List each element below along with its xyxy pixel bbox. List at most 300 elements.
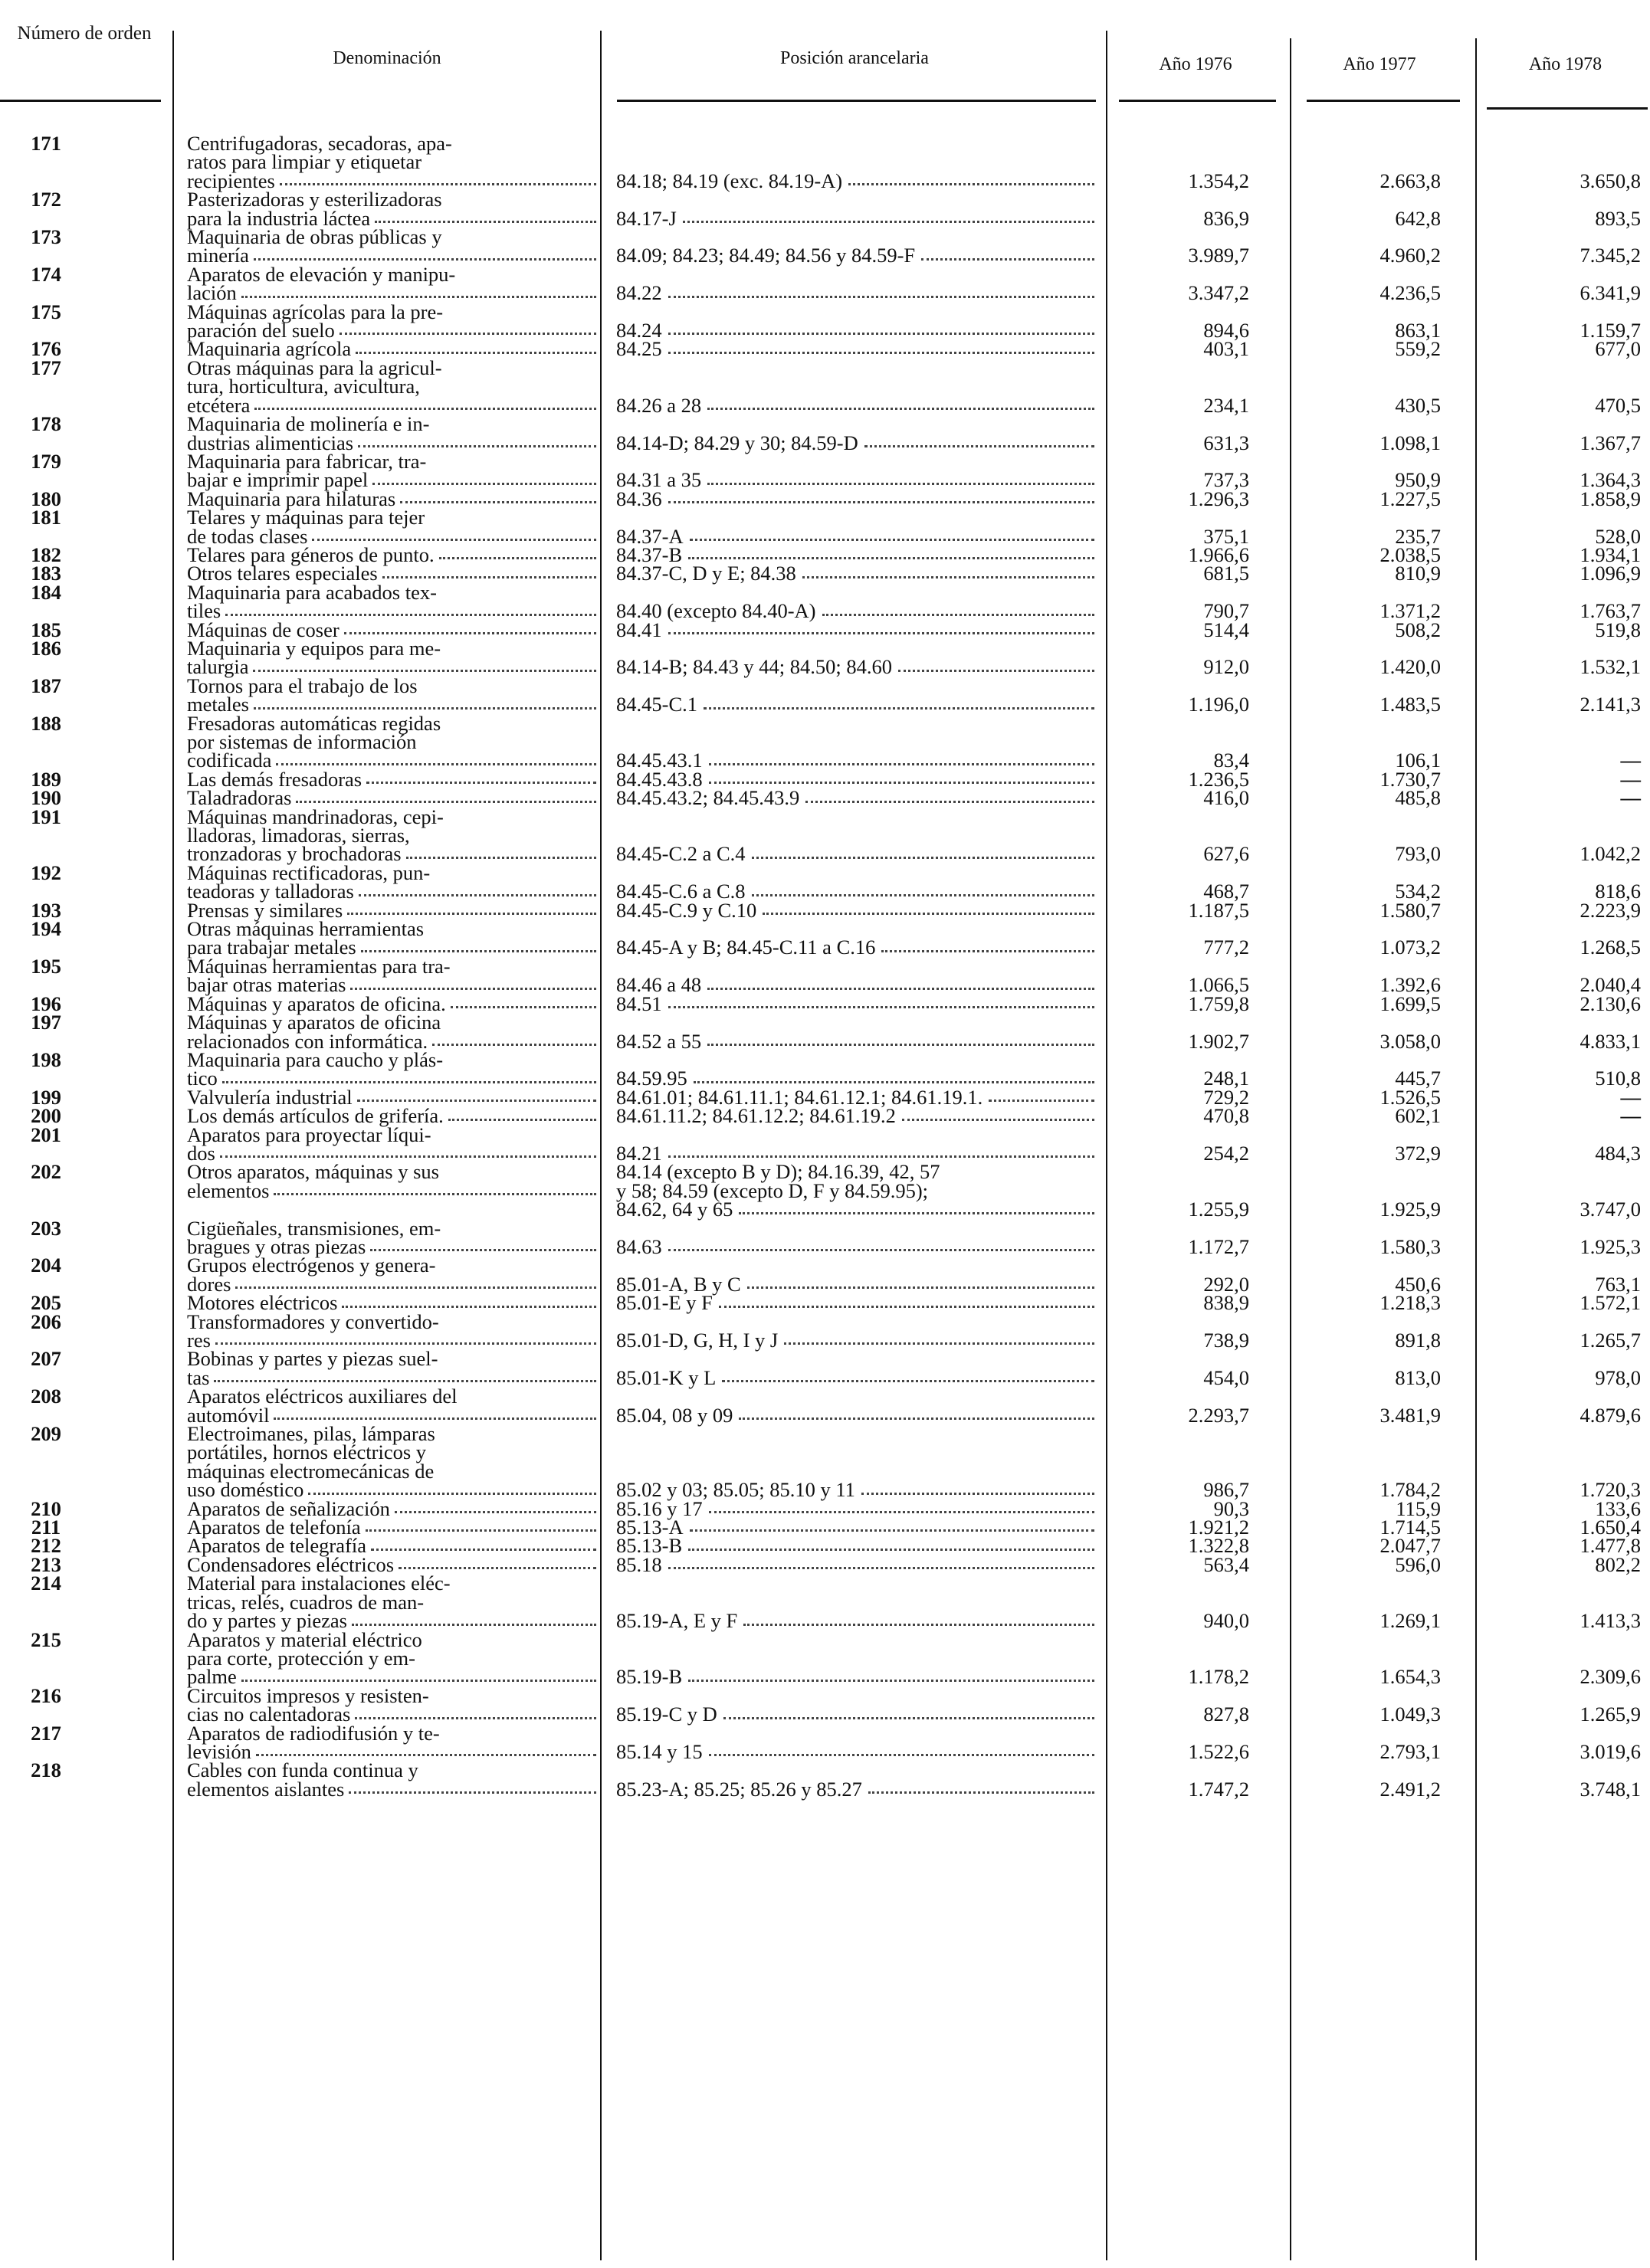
value-text: 3.650,8	[1579, 169, 1641, 192]
denominacion-text: de todas clases	[187, 524, 308, 548]
value-1976	[1104, 957, 1272, 995]
denominacion-text: por sistemas de información	[187, 730, 417, 753]
row-denominacion	[169, 1721, 605, 1763]
table-row	[0, 1011, 1650, 1053]
table-row	[0, 1683, 1650, 1726]
denominacion-text: Otras máquinas para la agricul-	[187, 356, 442, 379]
value-1977	[1272, 1574, 1464, 1633]
value-text: 3.989,7	[1188, 244, 1249, 267]
value-text: 863,1	[1395, 319, 1441, 342]
denominacion-text: Maquinaria para hilaturas	[187, 487, 396, 510]
denominacion-text: Fresadoras automáticas regidas	[187, 711, 441, 735]
value-1977	[1272, 583, 1464, 621]
denominacion-text: Las demás fresadoras	[187, 767, 362, 791]
posicion-text: 84.37-C, D y E; 84.38	[616, 562, 796, 585]
value-text: 4.960,2	[1379, 244, 1441, 267]
posicion-line	[616, 1739, 1094, 1763]
value-text: 1.187,5	[1188, 898, 1249, 922]
value-text: 729,2	[1203, 1085, 1249, 1109]
value-1976	[1104, 618, 1272, 641]
denominacion-line	[187, 1309, 596, 1333]
denominacion-text: Telares para géneros de punto.	[187, 542, 435, 566]
value-text: 1.371,2	[1379, 599, 1441, 623]
posicion-line	[616, 991, 1094, 1015]
value-1978	[1464, 1050, 1650, 1088]
denominacion-text: portátiles, hornos eléctricos y	[187, 1440, 427, 1464]
posicion-line	[616, 655, 1094, 679]
table-row	[0, 580, 1650, 623]
value-text: 1.096,9	[1579, 562, 1641, 585]
row-posicion	[605, 359, 1104, 415]
row-posicion	[605, 1313, 1104, 1350]
value-1976	[1104, 808, 1272, 864]
row-number: 197	[31, 1011, 61, 1034]
value-1978	[1464, 991, 1650, 1015]
table-row	[0, 1160, 1650, 1221]
denominacion-text: Grupos electrógenos y genera-	[187, 1254, 436, 1277]
value-text: 838,9	[1203, 1291, 1249, 1315]
value-text: —	[1620, 767, 1641, 791]
value-text: 1.227,5	[1379, 487, 1441, 510]
posicion-text: 84.61.01; 84.61.11.1; 84.61.12.1; 84.61.19.1.	[616, 1085, 983, 1109]
value-1977	[1272, 337, 1464, 361]
posicion-text: 85.23-A; 85.25; 85.26 y 85.27	[616, 1777, 862, 1801]
denominacion-text: tronzadoras y brochadoras	[187, 842, 402, 866]
value-1976	[1104, 1761, 1272, 1801]
value-text: 1.925,9	[1379, 1198, 1441, 1221]
value-text: 430,5	[1395, 393, 1441, 417]
table-row	[0, 1047, 1650, 1090]
denominacion-text: Pasterizadoras y esterilizadoras	[187, 188, 442, 211]
posicion-text: 84.40 (excepto 84.40-A)	[616, 599, 816, 623]
value-1977	[1272, 1724, 1464, 1762]
value-1977	[1272, 190, 1464, 228]
row-posicion	[605, 1013, 1104, 1053]
value-text: 793,0	[1395, 842, 1441, 866]
row-posicion	[605, 415, 1104, 452]
value-text: 1.477,8	[1579, 1534, 1641, 1558]
posicion-text: y 58; 84.59 (excepto D, F y 84.59.95);	[616, 1178, 929, 1202]
value-text: 83,4	[1213, 749, 1249, 772]
value-1976	[1104, 1256, 1272, 1296]
denominacion-line	[187, 1646, 596, 1670]
row-denominacion	[169, 919, 605, 957]
value-text: 2.491,2	[1379, 1777, 1441, 1801]
value-1977	[1272, 1050, 1464, 1088]
value-text: 1.572,1	[1579, 1291, 1641, 1315]
value-text: 1.532,1	[1579, 655, 1641, 679]
value-1977	[1272, 303, 1464, 340]
row-number: 202	[31, 1160, 61, 1184]
row-denominacion	[169, 954, 605, 997]
value-1976	[1104, 508, 1272, 546]
value-text: 1.268,5	[1579, 936, 1641, 959]
row-posicion	[605, 487, 1104, 510]
row-number: 178	[31, 412, 61, 436]
posicion-text: 84.37-A	[616, 524, 684, 548]
denominacion-text: tiles	[187, 599, 221, 623]
value-text: 1.255,9	[1188, 1198, 1249, 1221]
table-row	[0, 636, 1650, 679]
denominacion-text: Aparatos de telegrafía	[187, 1534, 366, 1558]
denominacion-text: Bobinas y partes y piezas suel-	[187, 1347, 438, 1371]
value-text: 510,8	[1595, 1067, 1641, 1090]
posicion-text: 84.09; 84.23; 84.49; 84.56 y 84.59-F	[616, 244, 916, 267]
value-1977	[1272, 228, 1464, 265]
posicion-line	[616, 1234, 1094, 1258]
row-posicion	[605, 898, 1104, 922]
denominacion-line	[187, 636, 596, 660]
row-number: 201	[31, 1123, 61, 1146]
value-1976	[1104, 714, 1272, 770]
row-posicion	[605, 618, 1104, 641]
value-1976	[1104, 583, 1272, 621]
row-denominacion	[169, 580, 605, 623]
posicion-text: 84.45.43.8	[616, 767, 703, 791]
header-anio-1976: Año 1976	[1159, 54, 1232, 74]
value-text: 1.934,1	[1579, 542, 1641, 566]
value-text: 3.019,6	[1579, 1739, 1641, 1763]
header-anio-1977: Año 1977	[1343, 54, 1416, 74]
row-posicion	[605, 1424, 1104, 1502]
denominacion-text: Aparatos de radiodifusión y te-	[187, 1721, 440, 1745]
value-1976	[1104, 337, 1272, 361]
value-text: 2.663,8	[1379, 169, 1441, 192]
table-row	[0, 1349, 1650, 1387]
denominacion-text: para la industria láctea	[187, 206, 371, 230]
value-text: 813,0	[1395, 1365, 1441, 1389]
row-number: 192	[31, 860, 61, 884]
row-number: 190	[31, 786, 61, 810]
value-text: 519,8	[1595, 618, 1641, 641]
value-text: 940,0	[1203, 1609, 1249, 1633]
value-1978	[1464, 415, 1650, 452]
value-text: 1.049,3	[1379, 1703, 1441, 1726]
posicion-line	[616, 1029, 1094, 1053]
posicion-text: 84.36	[616, 487, 662, 510]
value-text: 470,5	[1595, 393, 1641, 417]
value-1977	[1272, 452, 1464, 490]
denominacion-text: Maquinaria agrícola	[187, 337, 352, 361]
row-denominacion	[169, 1683, 605, 1726]
value-text: 627,6	[1203, 842, 1249, 866]
posicion-line	[616, 1552, 1094, 1576]
value-text: 292,0	[1203, 1272, 1249, 1296]
denominacion-text: Maquinaria de obras públicas y	[187, 225, 442, 249]
value-text: 3.747,0	[1579, 1198, 1641, 1221]
value-1976	[1104, 1162, 1272, 1221]
denominacion-text: Máquinas herramientas para tra-	[187, 954, 451, 978]
value-text: 254,2	[1203, 1141, 1249, 1165]
denominacion-text: Los demás artículos de grifería.	[187, 1104, 444, 1128]
denominacion-text: Maquinaria de molinería e in-	[187, 412, 430, 436]
row-number: 215	[31, 1627, 61, 1651]
value-text: 681,5	[1203, 562, 1249, 585]
denominacion-text: Cigüeñales, transmisiones, em-	[187, 1216, 441, 1240]
denominacion-text: Máquinas rectificadoras, pun-	[187, 860, 431, 884]
value-1977	[1272, 864, 1464, 901]
table-row	[0, 508, 1650, 546]
row-number: 185	[31, 618, 61, 641]
posicion-line	[616, 1478, 1094, 1502]
table-row	[0, 1254, 1650, 1296]
denominacion-line	[187, 412, 596, 436]
value-1976	[1104, 1552, 1272, 1576]
value-1978	[1464, 1291, 1650, 1315]
denominacion-text: tico	[187, 1067, 218, 1090]
value-1978	[1464, 1219, 1650, 1257]
value-text: 1.747,2	[1188, 1777, 1249, 1801]
value-1976	[1104, 1013, 1272, 1053]
posicion-text: 85.13-B	[616, 1534, 683, 1558]
denominacion-text: elementos	[187, 1178, 270, 1202]
row-number: 198	[31, 1047, 61, 1071]
value-text: 1.902,7	[1188, 1029, 1249, 1053]
value-text: 738,9	[1203, 1329, 1249, 1352]
row-number: 213	[31, 1552, 61, 1576]
value-text: 559,2	[1395, 337, 1441, 361]
row-number: 196	[31, 991, 61, 1015]
value-1977	[1272, 1424, 1464, 1502]
value-text: 810,9	[1395, 562, 1441, 585]
posicion-text: 84.45.43.2; 84.45.43.9	[616, 786, 800, 810]
posicion-text: 85.01-E y F	[616, 1291, 713, 1315]
value-1976	[1104, 786, 1272, 810]
value-1977	[1272, 808, 1464, 864]
posicion-line	[616, 244, 1094, 267]
value-text: 528,0	[1595, 524, 1641, 548]
denominacion-line	[187, 188, 596, 211]
denominacion-line	[187, 262, 596, 286]
posicion-text: 85.19-C y D	[616, 1703, 717, 1726]
value-1976	[1104, 919, 1272, 957]
posicion-text: 84.14-D; 84.29 y 30; 84.59-D	[616, 431, 858, 454]
value-text: 677,0	[1595, 337, 1641, 361]
value-1977	[1272, 639, 1464, 677]
value-text: 836,9	[1203, 206, 1249, 230]
row-posicion	[605, 337, 1104, 361]
value-1977	[1272, 487, 1464, 510]
value-1976	[1104, 1349, 1272, 1387]
value-1977	[1272, 134, 1464, 190]
posicion-text: 85.01-K y L	[616, 1365, 717, 1389]
value-text: 894,6	[1203, 319, 1249, 342]
denominacion-line	[187, 580, 596, 604]
value-text: 978,0	[1595, 1365, 1641, 1389]
row-number: 173	[31, 225, 61, 249]
value-text: 450,6	[1395, 1272, 1441, 1296]
denominacion-text: elementos aislantes	[187, 1777, 345, 1801]
value-1978	[1464, 1387, 1650, 1427]
value-text: 631,3	[1203, 431, 1249, 454]
row-number: 206	[31, 1309, 61, 1333]
value-1978	[1464, 1256, 1650, 1296]
denominacion-text: teadoras y talladoras	[187, 880, 354, 903]
value-text: 1.367,7	[1579, 431, 1641, 454]
value-1977	[1272, 786, 1464, 810]
value-text: 1.699,5	[1379, 991, 1441, 1015]
value-text: 1.066,5	[1188, 973, 1249, 997]
row-posicion	[605, 508, 1104, 546]
denominacion-text: Taladradoras	[187, 786, 292, 810]
denominacion-line	[187, 1047, 596, 1071]
value-1977	[1272, 1349, 1464, 1387]
row-number: 205	[31, 1291, 61, 1315]
value-1977	[1272, 415, 1464, 452]
value-text: 1.650,4	[1579, 1516, 1641, 1539]
header-rule-numero	[0, 100, 161, 102]
value-text: 416,0	[1203, 786, 1249, 810]
row-number: 187	[31, 674, 61, 697]
value-text: 484,3	[1595, 1141, 1641, 1165]
row-denominacion	[169, 262, 605, 305]
row-number: 217	[31, 1721, 61, 1745]
value-text: 2.793,1	[1379, 1739, 1441, 1763]
posicion-line	[616, 1609, 1094, 1633]
row-posicion	[605, 1349, 1104, 1387]
value-text: 1.580,7	[1379, 898, 1441, 922]
row-number: 186	[31, 636, 61, 660]
value-1978	[1464, 639, 1650, 677]
row-denominacion	[169, 805, 605, 866]
table-row	[0, 300, 1650, 342]
row-number: 216	[31, 1683, 61, 1707]
row-number: 193	[31, 898, 61, 922]
table-row	[0, 1422, 1650, 1502]
value-1976	[1104, 265, 1272, 303]
row-posicion	[605, 864, 1104, 901]
value-1978	[1464, 487, 1650, 510]
denominacion-text: talurgia	[187, 655, 249, 679]
value-text: 1.522,6	[1188, 1739, 1249, 1763]
row-posicion	[605, 1160, 1104, 1221]
posicion-text: 84.17-J	[616, 206, 677, 230]
row-denominacion	[169, 1162, 605, 1218]
value-text: 2.141,3	[1579, 693, 1641, 716]
value-text: 763,1	[1595, 1272, 1641, 1296]
denominacion-line	[187, 1385, 596, 1408]
denominacion-line	[187, 599, 596, 623]
denominacion-text: Aparatos de telefonía	[187, 1516, 361, 1539]
value-text: 790,7	[1203, 599, 1249, 623]
denominacion-text: tas	[187, 1365, 210, 1389]
denominacion-text: bajar otras materias	[187, 973, 346, 997]
row-posicion	[605, 786, 1104, 810]
value-text: 1.196,0	[1188, 693, 1249, 716]
row-denominacion	[169, 711, 605, 772]
posicion-text: 85.13-A	[616, 1516, 684, 1539]
denominacion-text: Aparatos eléctricos auxiliares del	[187, 1385, 458, 1408]
posicion-line	[616, 1365, 1094, 1389]
row-posicion	[605, 1761, 1104, 1801]
denominacion-text: Otros aparatos, máquinas y sus	[187, 1160, 439, 1184]
value-1978	[1464, 786, 1650, 810]
value-text: 1.364,3	[1579, 468, 1641, 492]
value-text: 115,9	[1396, 1496, 1441, 1520]
denominacion-text: Maquinaria para fabricar, tra-	[187, 449, 427, 473]
table-row	[0, 954, 1650, 997]
value-1978	[1464, 1424, 1650, 1502]
table-row	[0, 1309, 1650, 1352]
value-text: 1.654,3	[1379, 1665, 1441, 1689]
posicion-line	[616, 1777, 1094, 1801]
row-denominacion	[169, 1349, 605, 1387]
value-text: 1.322,8	[1188, 1534, 1249, 1558]
posicion-line	[616, 973, 1094, 997]
value-text: 1.265,7	[1579, 1329, 1641, 1352]
denominacion-text: lación	[187, 281, 237, 305]
posicion-text: 85.19-B	[616, 1665, 683, 1689]
posicion-line	[616, 562, 1094, 585]
row-number: 208	[31, 1385, 61, 1408]
value-1978	[1464, 864, 1650, 901]
denominacion-text: para corte, protección y em-	[187, 1646, 415, 1670]
row-number: 209	[31, 1422, 61, 1446]
row-posicion	[605, 190, 1104, 228]
posicion-line	[616, 618, 1094, 641]
posicion-line	[616, 1516, 1094, 1539]
value-1976	[1104, 864, 1272, 901]
row-denominacion	[169, 356, 605, 417]
row-posicion	[605, 957, 1104, 995]
row-number: 210	[31, 1496, 61, 1520]
header-rule-anio-1978	[1487, 107, 1648, 110]
value-1976	[1104, 639, 1272, 677]
value-text: 1.966,6	[1188, 542, 1249, 566]
denominacion-text: recipientes	[187, 169, 275, 192]
value-1978	[1464, 228, 1650, 265]
value-1977	[1272, 1686, 1464, 1724]
posicion-text: 84.45.43.1	[616, 749, 703, 772]
row-denominacion	[169, 412, 605, 454]
value-text: 893,5	[1595, 206, 1641, 230]
value-1976	[1104, 1291, 1272, 1315]
denominacion-text: cias no calentadoras	[187, 1703, 351, 1726]
value-1977	[1272, 1761, 1464, 1801]
posicion-line	[616, 936, 1094, 959]
row-posicion	[605, 583, 1104, 621]
value-1978	[1464, 359, 1650, 415]
denominacion-text: dores	[187, 1272, 231, 1296]
row-number: 181	[31, 506, 61, 529]
row-posicion	[605, 919, 1104, 957]
denominacion-line	[187, 506, 596, 529]
table-row	[0, 1758, 1650, 1801]
value-text: 1.042,2	[1579, 842, 1641, 866]
header-rule-posicion	[617, 100, 1096, 102]
denominacion-text: etcétera	[187, 393, 251, 417]
value-1976	[1104, 303, 1272, 340]
posicion-line	[616, 898, 1094, 922]
row-denominacion	[169, 1385, 605, 1427]
value-text: 235,7	[1395, 524, 1441, 548]
table-row	[0, 134, 1650, 190]
value-text: 986,7	[1203, 1478, 1249, 1502]
posicion-text: 84.14-B; 84.43 y 44; 84.50; 84.60	[616, 655, 892, 679]
value-text: 7.345,2	[1579, 244, 1641, 267]
posicion-line	[616, 880, 1094, 903]
value-text: 1.420,0	[1379, 655, 1441, 679]
value-1976	[1104, 134, 1272, 190]
posicion-text: 84.45-C.9 y C.10	[616, 898, 757, 922]
value-text: 1.759,8	[1188, 991, 1249, 1015]
posicion-text: 84.14 (excepto B y D); 84.16.39, 42, 57	[616, 1160, 940, 1184]
denominacion-text: uso doméstico	[187, 1478, 304, 1502]
value-text: 1.714,5	[1379, 1516, 1441, 1539]
value-text: 1.720,3	[1579, 1478, 1641, 1502]
table-row	[0, 1216, 1650, 1258]
value-1977	[1272, 265, 1464, 303]
